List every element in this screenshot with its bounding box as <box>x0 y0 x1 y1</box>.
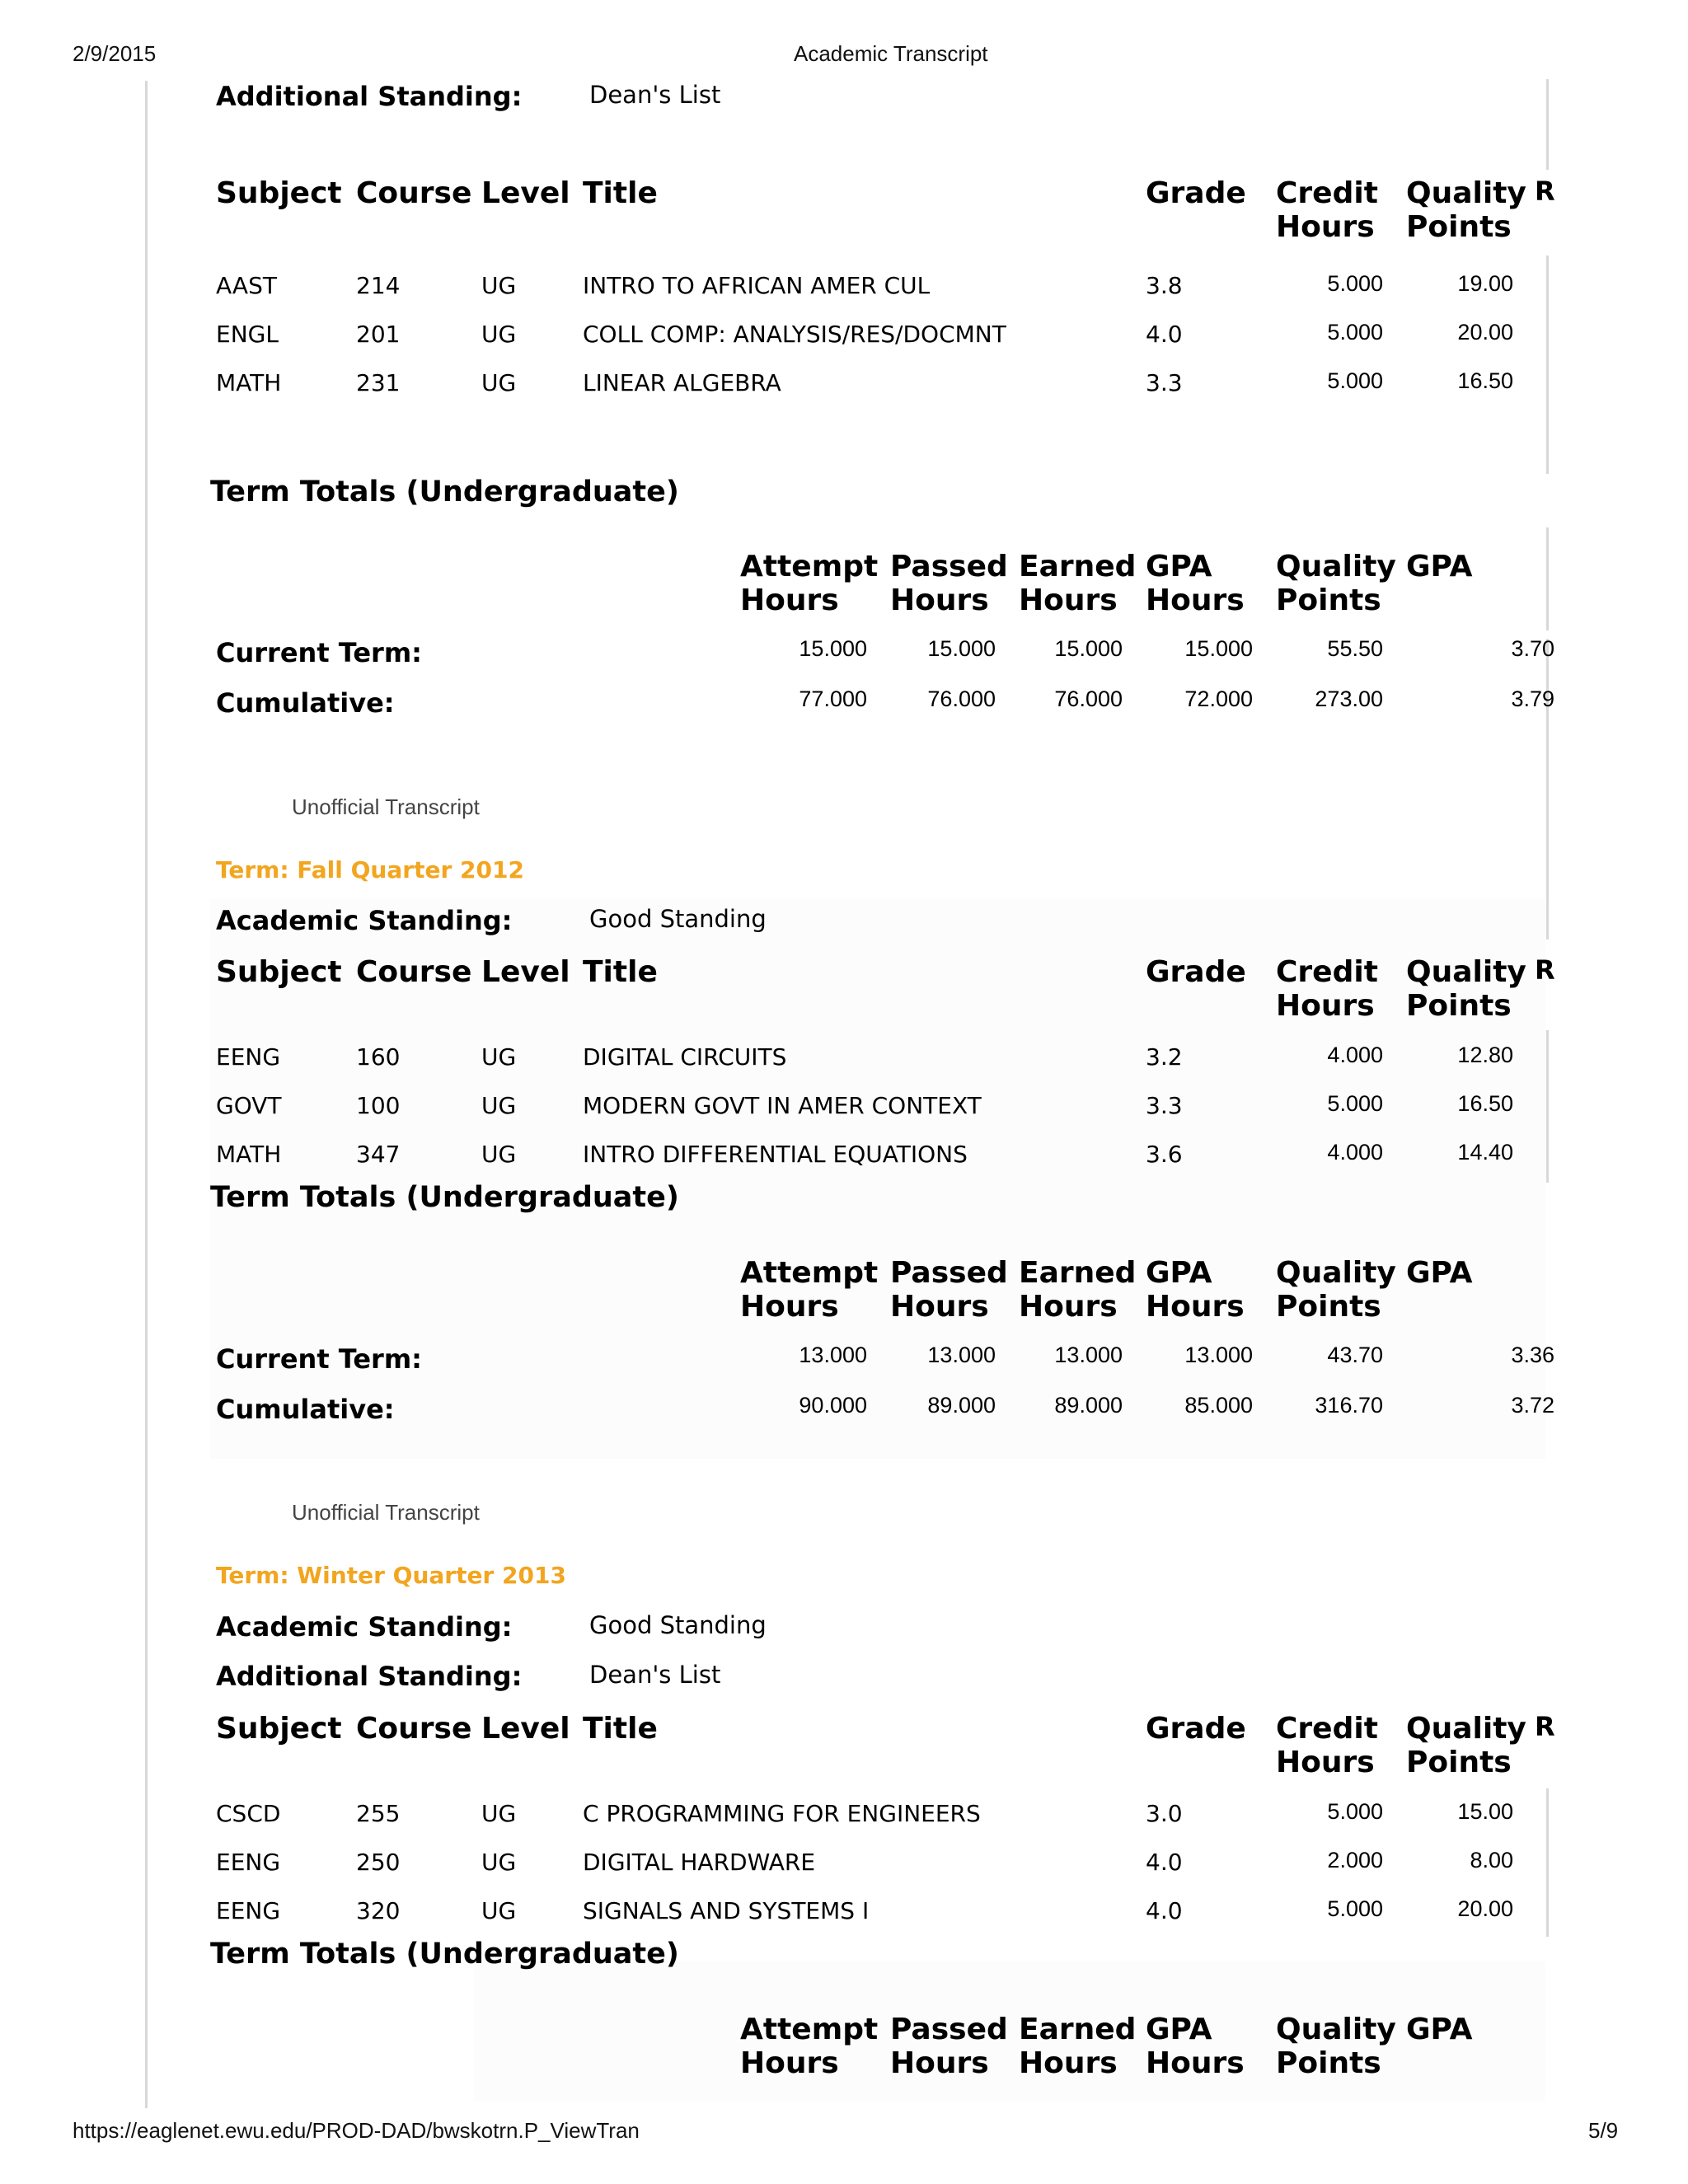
cell-course: 231 <box>356 369 401 396</box>
col-credit-l1: Credit <box>1276 176 1378 210</box>
col-quality-points <box>1276 2013 1396 2080</box>
cell-subject: AAST <box>216 272 277 299</box>
cell-level: UG <box>481 1141 517 1168</box>
cell-level: UG <box>481 369 517 396</box>
cell-subject: EENG <box>216 1043 281 1071</box>
cell-attempt: 77.000 <box>799 687 867 711</box>
col-passed-l2: Hours <box>890 1290 989 1324</box>
academic-standing-label: Academic Standing: <box>216 905 513 936</box>
col-level: Level <box>481 1712 570 1746</box>
cell-quality-points: 273.00 <box>1315 687 1383 711</box>
col-attempt-l1: Attempt <box>740 550 879 583</box>
cell-credit: 4.000 <box>1327 1043 1383 1067</box>
cell-earned: 15.000 <box>1054 636 1123 661</box>
cell-course: 347 <box>356 1141 401 1168</box>
cell-course: 160 <box>356 1043 401 1071</box>
cumulative-label: Cumulative: <box>216 687 395 719</box>
term-heading: Term: Winter Quarter 2013 <box>216 1562 566 1589</box>
cell-level: UG <box>481 321 517 348</box>
right-border <box>1546 79 1549 170</box>
additional-standing-label: Additional Standing: <box>216 81 523 112</box>
col-passed-l1: Passed <box>890 1256 1008 1290</box>
col-earned-l2: Hours <box>1019 1290 1118 1324</box>
col-credit-l2: Hours <box>1276 210 1375 244</box>
current-term-label: Current Term: <box>216 1343 422 1375</box>
cell-quality-points: 55.50 <box>1327 636 1383 661</box>
col-credit-l1: Credit <box>1276 955 1378 989</box>
cell-credit: 5.000 <box>1327 1799 1383 1824</box>
col-title: Title <box>583 176 658 210</box>
cell-gpa-hours: 15.000 <box>1184 636 1253 661</box>
cell-grade: 3.3 <box>1146 1092 1183 1119</box>
col-credit <box>1276 1712 1378 1779</box>
cell-gpa-hours: 13.000 <box>1184 1343 1253 1367</box>
cell-credit: 5.000 <box>1327 320 1383 344</box>
academic-standing-value: Good Standing <box>589 905 767 933</box>
cell-quality: 16.50 <box>1457 1091 1513 1116</box>
term-totals-heading: Term Totals (Undergraduate) <box>210 476 679 509</box>
col-attempt-l1: Attempt <box>740 1256 879 1290</box>
current-term-label: Current Term: <box>216 637 422 668</box>
col-quality-l1: Quality <box>1406 1712 1526 1746</box>
cell-quality: 8.00 <box>1470 1848 1513 1872</box>
cell-level: UG <box>481 272 517 299</box>
cell-level: UG <box>481 1043 517 1071</box>
col-course: Course <box>356 176 472 210</box>
cell-gpa: 3.79 <box>1511 687 1554 711</box>
right-border <box>1546 255 1549 474</box>
col-earned <box>1019 1256 1136 1324</box>
cell-quality: 20.00 <box>1457 1896 1513 1921</box>
col-credit-l1: Credit <box>1276 1712 1378 1746</box>
cell-course: 100 <box>356 1092 401 1119</box>
academic-standing-label: Academic Standing: <box>216 1611 513 1643</box>
cell-subject: GOVT <box>216 1092 282 1119</box>
cell-gpa-hours: 72.000 <box>1184 687 1253 711</box>
col-credit-l2: Hours <box>1276 989 1375 1023</box>
col-passed <box>890 550 1008 617</box>
cell-course: 255 <box>356 1800 401 1827</box>
col-passed-l1: Passed <box>890 550 1008 583</box>
cell-passed: 89.000 <box>927 1393 996 1418</box>
cell-credit: 4.000 <box>1327 1140 1383 1165</box>
cell-grade: 3.2 <box>1146 1043 1183 1071</box>
col-gpa-hours <box>1146 2013 1245 2080</box>
col-quality <box>1406 176 1526 244</box>
col-quality-points-l2: Points <box>1276 583 1381 617</box>
cell-title: INTRO DIFFERENTIAL EQUATIONS <box>583 1141 968 1168</box>
col-gpa: GPA <box>1406 2013 1473 2046</box>
cell-quality: 12.80 <box>1457 1043 1513 1067</box>
col-credit <box>1276 176 1378 244</box>
col-quality <box>1406 1712 1526 1779</box>
col-passed <box>890 1256 1008 1324</box>
col-attempt-l1: Attempt <box>740 2013 879 2046</box>
cell-title: COLL COMP: ANALYSIS/RES/DOCMNT <box>583 321 1006 348</box>
term-totals-heading: Term Totals (Undergraduate) <box>210 1181 679 1214</box>
col-quality-l2: Points <box>1406 210 1512 244</box>
cell-passed: 15.000 <box>927 636 996 661</box>
additional-standing-label: Additional Standing: <box>216 1661 523 1692</box>
col-gpa-hours-l1: GPA <box>1146 550 1212 583</box>
col-gpa: GPA <box>1406 1256 1473 1290</box>
left-border <box>145 81 148 2108</box>
cell-earned: 89.000 <box>1054 1393 1123 1418</box>
cell-quality-points: 43.70 <box>1327 1343 1383 1367</box>
col-gpa-hours-l1: GPA <box>1146 2013 1212 2046</box>
col-quality-l1: Quality <box>1406 176 1526 210</box>
cell-quality: 14.40 <box>1457 1140 1513 1165</box>
term-heading: Term: Fall Quarter 2012 <box>216 856 524 883</box>
col-quality-points-l1: Quality <box>1276 550 1396 583</box>
additional-standing-value: Dean's List <box>589 1661 721 1689</box>
col-gpa-hours-l2: Hours <box>1146 583 1245 617</box>
col-title: Title <box>583 1712 658 1746</box>
cell-subject: ENGL <box>216 321 279 348</box>
col-gpa-hours-l2: Hours <box>1146 2046 1245 2080</box>
col-quality-points <box>1276 1256 1396 1324</box>
cell-quality: 20.00 <box>1457 320 1513 344</box>
cell-level: UG <box>481 1897 517 1924</box>
cell-grade: 4.0 <box>1146 1897 1183 1924</box>
col-attempt-l2: Hours <box>740 583 839 617</box>
cell-grade: 3.0 <box>1146 1800 1183 1827</box>
col-gpa-hours <box>1146 550 1245 617</box>
col-level: Level <box>481 955 570 989</box>
cell-course: 250 <box>356 1849 401 1876</box>
cell-quality-points: 316.70 <box>1315 1393 1383 1418</box>
cell-credit: 5.000 <box>1327 368 1383 393</box>
col-attempt <box>740 2013 878 2080</box>
col-earned-l2: Hours <box>1019 583 1118 617</box>
cell-subject: MATH <box>216 1141 282 1168</box>
col-level: Level <box>481 176 570 210</box>
col-earned <box>1019 2013 1136 2080</box>
col-title: Title <box>583 955 658 989</box>
col-subject: Subject <box>216 955 342 989</box>
col-quality-l2: Points <box>1406 1746 1512 1779</box>
col-quality-points <box>1276 550 1396 617</box>
cell-credit: 5.000 <box>1327 1091 1383 1116</box>
print-date: 2/9/2015 <box>73 41 157 66</box>
cell-credit: 2.000 <box>1327 1848 1383 1872</box>
cell-course: 201 <box>356 321 401 348</box>
col-earned-l1: Earned <box>1019 550 1137 583</box>
col-gpa-hours-l2: Hours <box>1146 1290 1245 1324</box>
col-subject: Subject <box>216 1712 342 1746</box>
cell-credit: 5.000 <box>1327 271 1383 296</box>
cell-gpa: 3.72 <box>1511 1393 1554 1418</box>
col-grade: Grade <box>1146 1712 1246 1746</box>
col-subject: Subject <box>216 176 342 210</box>
cell-gpa-hours: 85.000 <box>1184 1393 1253 1418</box>
col-gpa-hours-l1: GPA <box>1146 1256 1212 1290</box>
cell-title: DIGITAL HARDWARE <box>583 1849 816 1876</box>
col-course: Course <box>356 955 472 989</box>
cell-course: 320 <box>356 1897 401 1924</box>
right-border <box>1546 1788 1549 1937</box>
cell-earned: 13.000 <box>1054 1343 1123 1367</box>
right-border <box>1546 1030 1549 1183</box>
page-title: Academic Transcript <box>794 41 988 66</box>
cell-passed: 13.000 <box>927 1343 996 1367</box>
term-totals-heading: Term Totals (Undergraduate) <box>210 1938 679 1971</box>
col-passed <box>890 2013 1008 2080</box>
cell-level: UG <box>481 1849 517 1876</box>
cell-grade: 4.0 <box>1146 1849 1183 1876</box>
cell-quality: 15.00 <box>1457 1799 1513 1824</box>
cell-gpa: 3.70 <box>1511 636 1554 661</box>
cell-title: INTRO TO AFRICAN AMER CUL <box>583 272 931 299</box>
cell-title: MODERN GOVT IN AMER CONTEXT <box>583 1092 982 1119</box>
col-quality-l2: Points <box>1406 989 1512 1023</box>
cell-attempt: 15.000 <box>799 636 867 661</box>
cell-level: UG <box>481 1092 517 1119</box>
cell-subject: EENG <box>216 1897 281 1924</box>
cell-subject: EENG <box>216 1849 281 1876</box>
cell-grade: 4.0 <box>1146 321 1183 348</box>
col-gpa-hours <box>1146 1256 1245 1324</box>
cell-quality: 19.00 <box>1457 271 1513 296</box>
cell-passed: 76.000 <box>927 687 996 711</box>
cell-attempt: 90.000 <box>799 1393 867 1418</box>
col-passed-l2: Hours <box>890 583 989 617</box>
academic-standing-value: Good Standing <box>589 1611 767 1639</box>
col-gpa: GPA <box>1406 550 1473 583</box>
col-r: R <box>1535 176 1555 207</box>
col-earned-l2: Hours <box>1019 2046 1118 2080</box>
cell-title: DIGITAL CIRCUITS <box>583 1043 787 1071</box>
cumulative-label: Cumulative: <box>216 1394 395 1425</box>
col-attempt <box>740 1256 878 1324</box>
col-grade: Grade <box>1146 955 1246 989</box>
cell-grade: 3.8 <box>1146 272 1183 299</box>
cell-gpa: 3.36 <box>1511 1343 1554 1367</box>
cell-subject: CSCD <box>216 1800 281 1827</box>
cell-title: C PROGRAMMING FOR ENGINEERS <box>583 1800 981 1827</box>
col-quality-points-l2: Points <box>1276 2046 1381 2080</box>
cell-level: UG <box>481 1800 517 1827</box>
col-quality-points-l1: Quality <box>1276 1256 1396 1290</box>
cell-subject: MATH <box>216 369 282 396</box>
col-quality-points-l2: Points <box>1276 1290 1381 1324</box>
cell-grade: 3.3 <box>1146 369 1183 396</box>
col-r: R <box>1535 954 1555 986</box>
cell-course: 214 <box>356 272 401 299</box>
col-attempt-l2: Hours <box>740 2046 839 2080</box>
col-r: R <box>1535 1711 1555 1742</box>
col-quality-points-l1: Quality <box>1276 2013 1396 2046</box>
cell-title: LINEAR ALGEBRA <box>583 369 781 396</box>
right-border <box>1546 527 1549 630</box>
cell-grade: 3.6 <box>1146 1141 1183 1168</box>
cell-attempt: 13.000 <box>799 1343 867 1367</box>
unofficial-transcript-note: Unofficial Transcript <box>292 794 480 819</box>
col-grade: Grade <box>1146 176 1246 210</box>
col-attempt-l2: Hours <box>740 1290 839 1324</box>
cell-quality: 16.50 <box>1457 368 1513 393</box>
col-earned-l1: Earned <box>1019 2013 1137 2046</box>
unofficial-transcript-note: Unofficial Transcript <box>292 1500 480 1525</box>
col-passed-l2: Hours <box>890 2046 989 2080</box>
col-passed-l1: Passed <box>890 2013 1008 2046</box>
col-earned <box>1019 550 1136 617</box>
page-url: https://eaglenet.ewu.edu/PROD-DAD/bwskotrn.P_ViewTran <box>73 2118 640 2143</box>
col-attempt <box>740 550 878 617</box>
cell-earned: 76.000 <box>1054 687 1123 711</box>
cell-title: SIGNALS AND SYSTEMS I <box>583 1897 870 1924</box>
col-credit <box>1276 955 1378 1023</box>
right-border <box>1546 639 1549 940</box>
additional-standing-value: Dean's List <box>589 81 721 109</box>
cell-credit: 5.000 <box>1327 1896 1383 1921</box>
col-quality-l1: Quality <box>1406 955 1526 989</box>
col-credit-l2: Hours <box>1276 1746 1375 1779</box>
page-number: 5/9 <box>1588 2118 1619 2143</box>
col-course: Course <box>356 1712 472 1746</box>
col-quality <box>1406 955 1526 1023</box>
col-earned-l1: Earned <box>1019 1256 1137 1290</box>
